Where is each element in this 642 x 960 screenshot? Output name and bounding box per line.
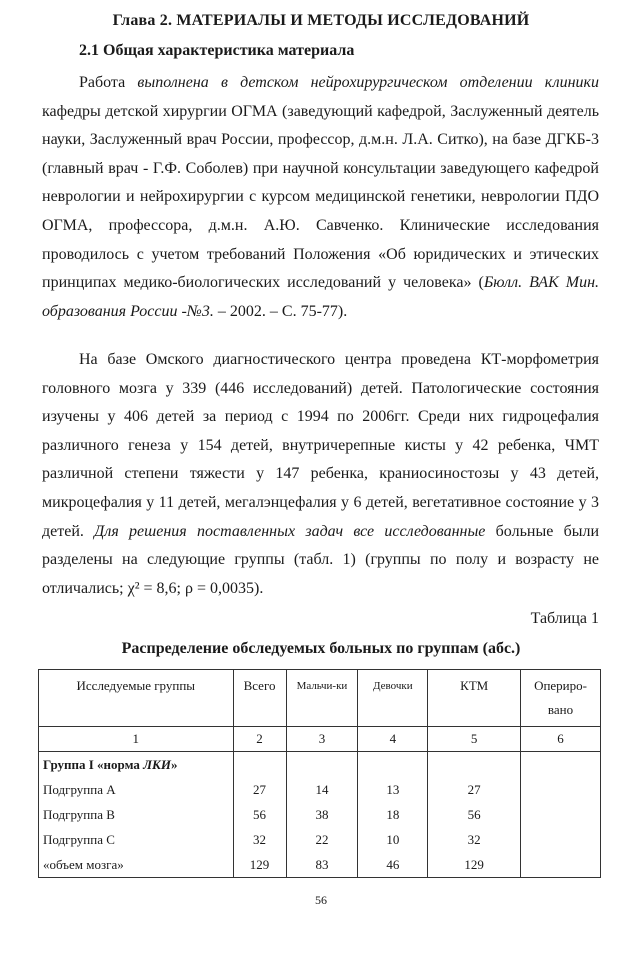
row-label: «объем мозга» [39, 852, 234, 878]
paragraph-2-italic: Для решения поставленных задач все исследованные [94, 522, 486, 540]
group-label-italic: ЛКИ [143, 756, 171, 772]
paragraph-1-tail: – 2002. – С. 75-77). [213, 302, 348, 320]
paragraph-1-lead: Работа [79, 74, 138, 91]
paragraph-2 [42, 346, 599, 603]
paragraph-1-lead-italic: выполнена в детском нейрохирургическом отделении клиники [137, 74, 599, 91]
cell-total: 27 [233, 777, 286, 802]
cell-boys: 22 [286, 827, 358, 852]
header-boys: Мальчи-ки [286, 670, 358, 727]
paragraph-1 [42, 69, 599, 326]
cell-ktm: 27 [428, 777, 521, 802]
header-total: Всего [233, 670, 286, 727]
cell-girls: 18 [358, 802, 428, 827]
column-number: 5 [428, 727, 521, 752]
group-label [39, 752, 234, 778]
row-label: Подгруппа А [39, 777, 234, 802]
paragraph-1-body: кафедры детской хирургии ОГМА (заведующий кафедрой, Заслуженный деятель науки, Заслуженный врач России, профессор, д.м.н. Л.А. Ситко), на базе ДГКБ-3 (главный врач - Г.Ф. Соболев) при научной консультации заведующего кафедрой неврологии и нейрохирургии с курсом медицинской генетики, неврологии ПДО ОГМА, профессора, д.м.н. А.Ю. Савченко. Клинические исследования проводилось с учетом требований Положения «Об юридических и этических принципах медико-биологических исследований у человека» ( [42, 102, 599, 292]
cell-total: 56 [233, 802, 286, 827]
cell-boys: 14 [286, 777, 358, 802]
table-caption: Распределение обследуемых больных по группам (абс.) [121, 640, 521, 657]
column-number: 3 [286, 727, 358, 752]
cell-operated [521, 827, 601, 852]
row-label: Подгруппа С [39, 827, 234, 852]
paragraph-2-body: На базе Омского диагностического центра проведена КТ-морфометрия головного мозга у 339 (446 исследований) детей. Патологические состояния изучены у 406 детей за период с 1994 по 2006гг. Среди них гидроцефалия различного генеза у 154 детей, внутричерепные кисты у 42 ребенка, ЧМТ различной степени тяжести у 147 ребенка, краниосиностозы у 43 детей, микроцефалия у 11 детей, мегалэнцефалия у 6 детей, вегетативное состояние у 3 детей. [42, 351, 599, 540]
patients-distribution-table [38, 669, 601, 878]
header-girls: Девочки [358, 670, 428, 727]
header-groups: Исследуемые группы [39, 670, 234, 727]
cell-operated [521, 802, 601, 827]
paragraph-1-citation: Бюлл. ВАК Мин. образования России -№3. [42, 274, 600, 320]
header-ktm: КТМ [428, 670, 521, 727]
column-number: 6 [521, 727, 601, 752]
page-number: 56 [315, 893, 327, 907]
cell-ktm: 129 [428, 852, 521, 878]
group-label-prefix: Группа I «норма [43, 756, 144, 772]
header-operated: Опериро-вано [521, 670, 601, 727]
section-title: 2.1 Общая характеристика материала [79, 42, 355, 59]
cell-boys: 38 [286, 802, 358, 827]
cell-boys: 83 [286, 852, 358, 878]
paragraph-2-tail: больные были разделены на следующие группы (табл. 1) (группы по полу и возрасту не отличались; χ² = 8,6; ρ = 0,0035). [42, 522, 599, 597]
cell-girls: 10 [358, 827, 428, 852]
cell-girls: 46 [358, 852, 428, 878]
column-number-row [39, 727, 601, 752]
table-row [39, 777, 601, 802]
table-row [39, 802, 601, 827]
cell-total: 32 [233, 827, 286, 852]
column-number: 2 [233, 727, 286, 752]
group-row [39, 752, 601, 778]
cell-operated [521, 777, 601, 802]
column-number: 1 [39, 727, 234, 752]
row-label: Подгруппа В [39, 802, 234, 827]
column-number: 4 [358, 727, 428, 752]
group-label-suffix: » [170, 756, 178, 772]
table-header-row [39, 670, 601, 727]
cell-total: 129 [233, 852, 286, 878]
cell-ktm: 56 [428, 802, 521, 827]
table-row [39, 852, 601, 878]
table-number: Таблица 1 [530, 610, 599, 627]
cell-ktm: 32 [428, 827, 521, 852]
cell-girls: 13 [358, 777, 428, 802]
cell-operated [521, 852, 601, 878]
chapter-title: Глава 2. МАТЕРИАЛЫ И МЕТОДЫ ИССЛЕДОВАНИЙ [112, 12, 530, 29]
table-row [39, 827, 601, 852]
